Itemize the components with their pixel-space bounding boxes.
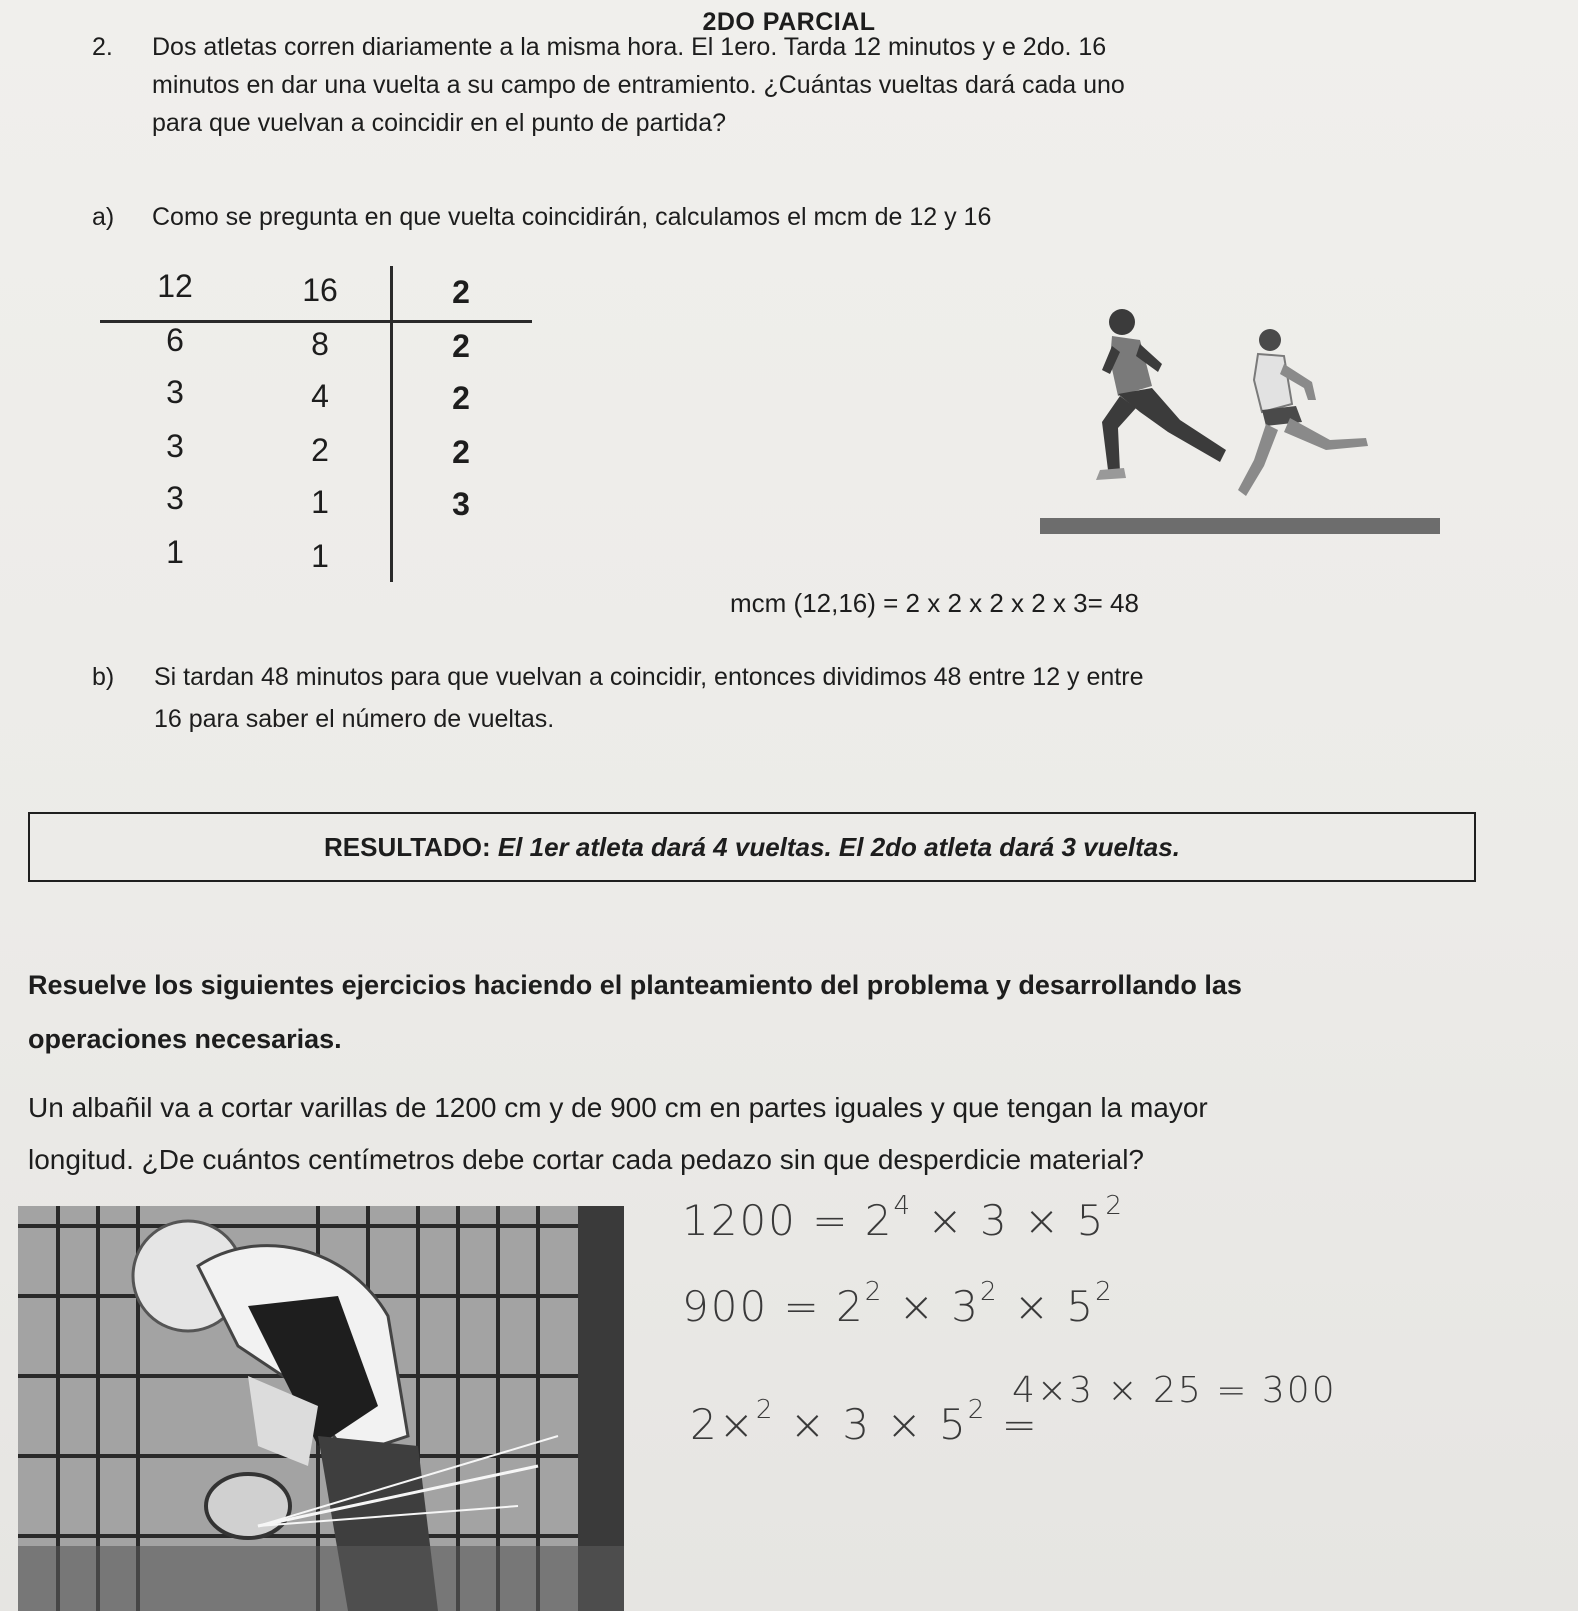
table-cell: 2	[452, 434, 470, 470]
hw-exponent: 2	[967, 1395, 987, 1425]
table-cell: 3	[166, 480, 184, 516]
handwritten-line-3	[690, 1395, 1039, 1449]
hw-text: × 3 × 5	[927, 1196, 1106, 1245]
hw-exponent: 2	[1095, 1277, 1114, 1307]
table-cell: 2	[452, 380, 470, 416]
part-b-text	[154, 658, 1444, 738]
runner-2-figure	[1238, 329, 1368, 496]
hw-exponent: 2	[979, 1277, 999, 1307]
handwritten-line-1	[682, 1191, 1124, 1245]
table-cell: 2	[452, 274, 470, 310]
table-cell: 1	[311, 538, 329, 574]
part-b-line: 16 para saber el número de vueltas.	[154, 705, 555, 733]
problem-line: para que vuelvan a coincidir en el punto de partida?	[152, 109, 727, 137]
result-box	[28, 812, 1476, 882]
table-cell: 6	[166, 322, 184, 358]
instructions-line: Resuelve los siguientes ejercicios haciendo el planteamiento del problema y desarrollando las	[28, 970, 1242, 1000]
mcm-equation: mcm (12,16) = 2 x 2 x 2 x 2 x 3= 48	[730, 588, 1139, 618]
page-title: 2DO PARCIAL	[702, 8, 876, 36]
table-cell: 2	[311, 432, 329, 468]
table-cell: 4	[311, 378, 329, 414]
table-cell: 3	[166, 428, 184, 464]
table-cell: 3	[166, 374, 184, 410]
hw-exponent: 4	[893, 1191, 913, 1221]
part-a-label: a)	[92, 203, 115, 231]
table-cell: 8	[311, 326, 329, 362]
problem-line: Dos atletas corren diariamente a la misma hora. El 1ero. Tarda 12 minutos y e 2do. 16	[152, 33, 1107, 61]
hw-text: × 3 × 5	[789, 1400, 968, 1449]
table-divider-vertical	[390, 266, 393, 582]
hw-text: 900 = 2	[682, 1282, 865, 1331]
problem-number: 2.	[92, 33, 113, 61]
handwritten-line-2	[682, 1277, 1114, 1331]
problem-line: minutos en dar una vuelta a su campo de entramiento. ¿Cuántas vueltas dará cada uno	[152, 71, 1125, 99]
hw-text: 2×	[690, 1400, 756, 1449]
hw-text: 1200 = 2	[682, 1196, 894, 1245]
table-cell: 1	[166, 534, 184, 570]
result-value: El 1er atleta dará 4 vueltas. El 2do atleta dará 3 vueltas.	[497, 832, 1180, 862]
table-cell: 12	[157, 268, 193, 304]
handwritten-result: 4×3 × 25 = 300	[1012, 1370, 1337, 1411]
runners-illustration	[1040, 300, 1440, 550]
problem-2-line: Un albañil va a cortar varillas de 1200 cm y de 900 cm en partes iguales y que tengan la mayor	[28, 1092, 1208, 1123]
result-label: RESULTADO:	[324, 832, 491, 862]
problem-2-statement	[28, 1082, 1528, 1186]
part-b-line: Si tardan 48 minutos para que vuelvan a coincidir, entonces dividimos 48 entre 12 y entre	[154, 663, 1144, 691]
part-a-text: Como se pregunta en que vuelta coincidirán, calculamos el mcm de 12 y 16	[152, 203, 992, 231]
runner-1-figure	[1096, 309, 1226, 480]
table-cell: 16	[302, 272, 338, 308]
part-b-label: b)	[92, 663, 115, 691]
hw-text: × 5	[1013, 1282, 1096, 1331]
hw-exponent: 2	[755, 1395, 775, 1425]
instructions-line: operaciones necesarias.	[28, 1024, 342, 1054]
problem-2-line: longitud. ¿De cuántos centímetros debe cortar cada pedazo sin que desperdicie material?	[28, 1144, 1144, 1175]
hw-text: =	[1001, 1400, 1039, 1449]
table-cell: 3	[452, 486, 470, 522]
hw-exponent: 2	[864, 1277, 884, 1307]
track-strip	[1040, 518, 1440, 534]
table-cell: 1	[311, 484, 329, 520]
table-cell: 2	[452, 328, 470, 364]
worker-photo	[18, 1206, 624, 1611]
instructions	[28, 958, 1508, 1066]
hw-exponent: 2	[1105, 1191, 1124, 1221]
hw-text: × 3	[898, 1282, 980, 1331]
